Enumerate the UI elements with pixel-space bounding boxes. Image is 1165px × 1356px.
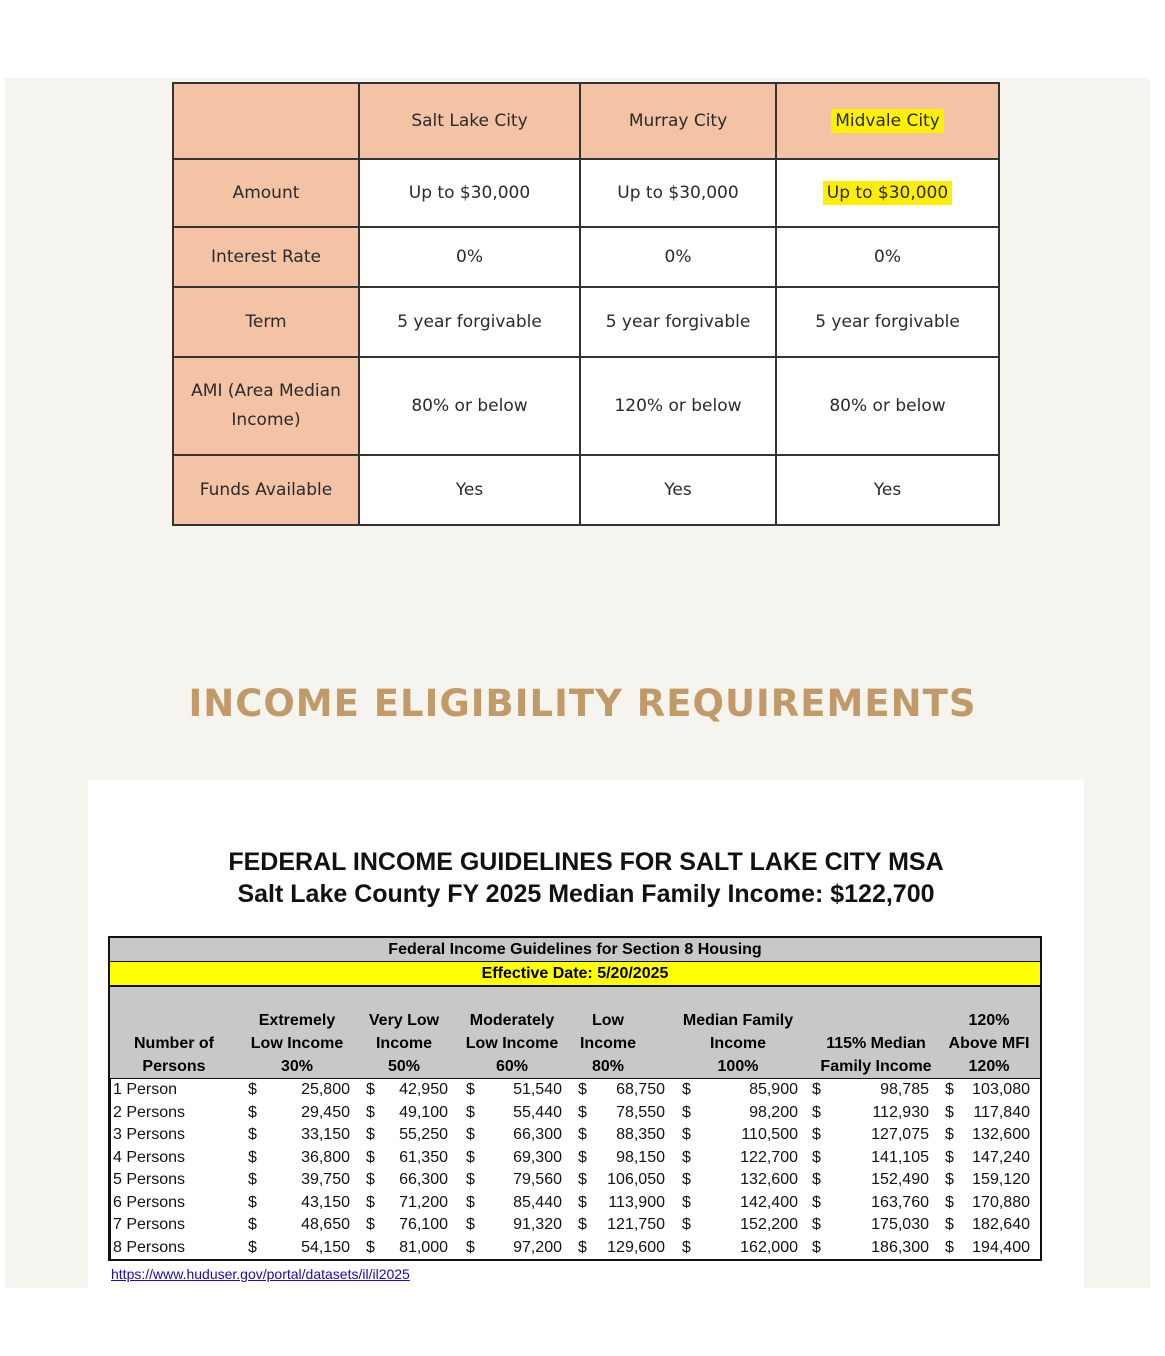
income-value: 121,750 (607, 1216, 665, 1233)
table-row (110, 1237, 1040, 1260)
currency-symbol: $ (366, 1126, 375, 1143)
income-value: 98,150 (616, 1148, 665, 1166)
cell-ami-murray: 120% or below (580, 357, 776, 455)
table-row (110, 1147, 1040, 1170)
persons-cell: 5 Persons (113, 1171, 186, 1188)
currency-symbol: $ (366, 1171, 375, 1188)
table-row (110, 1102, 1040, 1125)
table-body (110, 1079, 1040, 1259)
cell-term-midvale: 5 year forgivable (776, 287, 999, 357)
income-value: 117,840 (973, 1103, 1030, 1121)
persons-cell: 1 Person (113, 1081, 178, 1098)
column-header-extremely-low (244, 1009, 350, 1078)
currency-symbol: $ (945, 1126, 954, 1143)
income-value: 103,080 (972, 1081, 1030, 1098)
ami-label-line1: AMI (Area Median (191, 381, 341, 401)
row-label-ami (173, 357, 359, 455)
currency-symbol: $ (945, 1148, 954, 1166)
income-value: 175,030 (871, 1216, 929, 1233)
income-value: 43,150 (301, 1193, 350, 1211)
cell-amount-slc: Up to $30,000 (359, 159, 580, 227)
currency-symbol: $ (812, 1103, 821, 1121)
currency-symbol: $ (578, 1081, 587, 1098)
cell-rate-midvale: 0% (776, 227, 999, 287)
column-header-line: Persons (142, 1058, 206, 1075)
persons-cell: 7 Persons (113, 1216, 186, 1233)
currency-symbol: $ (248, 1216, 257, 1233)
currency-symbol: $ (466, 1193, 475, 1211)
income-value: 81,000 (399, 1238, 448, 1256)
currency-symbol: $ (812, 1238, 821, 1256)
table-divider (110, 1079, 111, 1259)
persons-cell: 3 Persons (113, 1126, 186, 1143)
column-header-line: 120% (968, 1058, 1010, 1075)
income-value: 132,600 (972, 1126, 1030, 1143)
currency-symbol: $ (578, 1238, 587, 1256)
income-value: 61,350 (399, 1148, 448, 1166)
column-header-line: 80% (591, 1058, 625, 1075)
column-header-line: Income (579, 1035, 636, 1052)
currency-symbol: $ (945, 1103, 954, 1121)
income-value: 36,800 (301, 1148, 350, 1166)
income-value: 98,785 (880, 1081, 929, 1098)
currency-symbol: $ (945, 1216, 954, 1233)
column-header-120-above (940, 1009, 1038, 1078)
income-value: 39,750 (301, 1171, 350, 1188)
income-value: 76,100 (399, 1216, 448, 1233)
income-value: 152,200 (740, 1216, 798, 1233)
table-row (110, 1079, 1040, 1102)
income-value: 42,950 (399, 1081, 448, 1098)
income-value: 71,200 (399, 1193, 448, 1211)
persons-cell: 8 Persons (113, 1238, 186, 1256)
table-row (110, 1192, 1040, 1215)
column-header-line: 115% Median (826, 1035, 926, 1052)
currency-symbol: $ (248, 1081, 257, 1098)
column-header-line: Moderately (469, 1012, 555, 1029)
program-comparison-table (172, 82, 1000, 526)
income-value: 98,200 (749, 1103, 798, 1121)
currency-symbol: $ (578, 1171, 587, 1188)
persons-cell: 6 Persons (113, 1193, 186, 1211)
income-value: 163,760 (871, 1193, 929, 1211)
currency-symbol: $ (812, 1216, 821, 1233)
income-value: 194,400 (972, 1238, 1030, 1256)
income-value: 85,900 (749, 1081, 798, 1098)
currency-symbol: $ (945, 1081, 954, 1098)
currency-symbol: $ (682, 1216, 691, 1233)
income-value: 49,100 (399, 1103, 448, 1121)
income-value: 78,550 (616, 1103, 665, 1121)
midvale-highlight: Midvale City (831, 109, 944, 133)
column-header-115-median (808, 1032, 944, 1078)
column-header-line: 30% (280, 1058, 314, 1075)
table-row (110, 1214, 1040, 1237)
income-value: 91,320 (513, 1216, 562, 1233)
currency-symbol: $ (366, 1081, 375, 1098)
cell-amount-midvale (776, 159, 999, 227)
cell-amount-murray: Up to $30,000 (580, 159, 776, 227)
effective-date: Effective Date: 5/20/2025 (110, 962, 1040, 987)
currency-symbol: $ (812, 1081, 821, 1098)
currency-symbol: $ (366, 1148, 375, 1166)
currency-symbol: $ (682, 1126, 691, 1143)
persons-cell: 2 Persons (113, 1103, 186, 1121)
income-value: 122,700 (740, 1148, 798, 1166)
document-title: FEDERAL INCOME GUIDELINES FOR SALT LAKE CITY MSA (228, 848, 944, 876)
income-value: 29,450 (301, 1103, 350, 1121)
income-value: 66,300 (399, 1171, 448, 1188)
cell-term-slc: 5 year forgivable (359, 287, 580, 357)
currency-symbol: $ (945, 1193, 954, 1211)
column-header-line: Low Income (250, 1035, 344, 1052)
currency-symbol: $ (682, 1081, 691, 1098)
income-value: 55,250 (399, 1126, 448, 1143)
income-value: 142,400 (740, 1193, 798, 1211)
currency-symbol: $ (945, 1238, 954, 1256)
currency-symbol: $ (578, 1148, 587, 1166)
income-value: 152,490 (871, 1171, 929, 1188)
currency-symbol: $ (466, 1103, 475, 1121)
income-value: 85,440 (513, 1193, 562, 1211)
income-guidelines-document (88, 780, 1084, 1288)
row-label-term: Term (173, 287, 359, 357)
currency-symbol: $ (812, 1148, 821, 1166)
column-header-line: Above MFI (948, 1035, 1030, 1052)
income-value: 69,300 (513, 1148, 562, 1166)
cell-ami-midvale: 80% or below (776, 357, 999, 455)
column-header-line: 120% (968, 1012, 1010, 1029)
table-row (110, 1169, 1040, 1192)
ami-label-line2: Income) (231, 410, 301, 430)
column-header-line: Low (592, 1012, 624, 1029)
column-header-line: Low Income (465, 1035, 559, 1052)
column-header-line: Income (709, 1035, 766, 1052)
cell-rate-slc: 0% (359, 227, 580, 287)
currency-symbol: $ (945, 1171, 954, 1188)
currency-symbol: $ (248, 1103, 257, 1121)
column-headers (110, 987, 1040, 1079)
currency-symbol: $ (682, 1238, 691, 1256)
currency-symbol: $ (366, 1193, 375, 1211)
header-murray-city: Murray City (580, 83, 776, 159)
column-header-line: 50% (387, 1058, 421, 1075)
cell-funds-midvale: Yes (776, 455, 999, 525)
currency-symbol: $ (682, 1148, 691, 1166)
persons-cell: 4 Persons (113, 1148, 186, 1166)
table-row (110, 1124, 1040, 1147)
currency-symbol: $ (248, 1171, 257, 1188)
currency-symbol: $ (578, 1126, 587, 1143)
column-header-very-low (356, 1009, 452, 1078)
income-value: 48,650 (301, 1216, 350, 1233)
cell-ami-slc: 80% or below (359, 357, 580, 455)
income-value: 51,540 (513, 1081, 562, 1098)
header-salt-lake-city: Salt Lake City (359, 83, 580, 159)
currency-symbol: $ (812, 1193, 821, 1211)
column-header-moderately-low (452, 1009, 572, 1078)
column-header-line: Number of (134, 1035, 214, 1052)
column-header-line: Income (375, 1035, 432, 1052)
currency-symbol: $ (578, 1103, 587, 1121)
currency-symbol: $ (812, 1171, 821, 1188)
cell-funds-slc: Yes (359, 455, 580, 525)
currency-symbol: $ (812, 1126, 821, 1143)
currency-symbol: $ (366, 1103, 375, 1121)
income-value: 97,200 (513, 1238, 562, 1256)
column-header-median-family (668, 1009, 808, 1078)
income-value: 33,150 (301, 1126, 350, 1143)
income-value: 79,560 (513, 1171, 562, 1188)
income-value: 54,150 (301, 1238, 350, 1256)
income-value: 88,350 (616, 1126, 665, 1143)
income-value: 66,300 (513, 1126, 562, 1143)
amount-highlight: Up to $30,000 (823, 181, 952, 205)
income-value: 141,105 (871, 1148, 929, 1166)
header-empty-cell (173, 83, 359, 159)
column-header-line: 60% (495, 1058, 529, 1075)
income-value: 127,075 (871, 1126, 929, 1143)
currency-symbol: $ (466, 1148, 475, 1166)
income-value: 147,240 (972, 1148, 1030, 1166)
column-header-persons (110, 1032, 238, 1078)
currency-symbol: $ (466, 1238, 475, 1256)
currency-symbol: $ (248, 1126, 257, 1143)
income-value: 68,750 (616, 1081, 665, 1098)
column-header-line: Extremely (258, 1012, 336, 1029)
header-midvale-city (776, 83, 999, 159)
column-header-line: Very Low (368, 1012, 440, 1029)
income-value: 113,900 (608, 1193, 665, 1211)
source-link[interactable]: https://www.huduser.gov/portal/datasets/il/il2025 (111, 1266, 410, 1282)
currency-symbol: $ (682, 1171, 691, 1188)
currency-symbol: $ (466, 1126, 475, 1143)
column-header-low (570, 1009, 646, 1078)
currency-symbol: $ (578, 1193, 587, 1211)
income-value: 186,300 (871, 1238, 929, 1256)
currency-symbol: $ (366, 1238, 375, 1256)
currency-symbol: $ (682, 1103, 691, 1121)
income-value: 182,640 (972, 1216, 1030, 1233)
currency-symbol: $ (466, 1171, 475, 1188)
income-value: 129,600 (607, 1238, 665, 1256)
table-title: Federal Income Guidelines for Section 8 Housing (110, 938, 1040, 962)
currency-symbol: $ (578, 1216, 587, 1233)
income-value: 132,600 (740, 1171, 798, 1188)
document-subtitle: Salt Lake County FY 2025 Median Family Income: $122,700 (237, 880, 935, 908)
cell-rate-murray: 0% (580, 227, 776, 287)
currency-symbol: $ (682, 1193, 691, 1211)
row-label-amount: Amount (173, 159, 359, 227)
currency-symbol: $ (466, 1216, 475, 1233)
cell-term-murray: 5 year forgivable (580, 287, 776, 357)
section-title: INCOME ELIGIBILITY REQUIREMENTS (188, 682, 977, 725)
income-value: 106,050 (607, 1171, 665, 1188)
income-value: 112,930 (872, 1103, 929, 1121)
income-value: 110,500 (741, 1126, 798, 1143)
column-header-line: 100% (717, 1058, 759, 1075)
income-value: 159,120 (972, 1171, 1030, 1188)
row-label-interest-rate: Interest Rate (173, 227, 359, 287)
cell-funds-murray: Yes (580, 455, 776, 525)
currency-symbol: $ (466, 1081, 475, 1098)
income-guidelines-table (108, 936, 1042, 1261)
income-value: 170,880 (972, 1193, 1030, 1211)
income-value: 25,800 (301, 1081, 350, 1098)
currency-symbol: $ (248, 1238, 257, 1256)
currency-symbol: $ (248, 1148, 257, 1166)
income-value: 55,440 (513, 1103, 562, 1121)
currency-symbol: $ (366, 1216, 375, 1233)
row-label-funds-available: Funds Available (173, 455, 359, 525)
income-value: 162,000 (740, 1238, 798, 1256)
currency-symbol: $ (248, 1193, 257, 1211)
column-header-line: Family Income (820, 1058, 932, 1075)
column-header-line: Median Family (682, 1012, 794, 1029)
